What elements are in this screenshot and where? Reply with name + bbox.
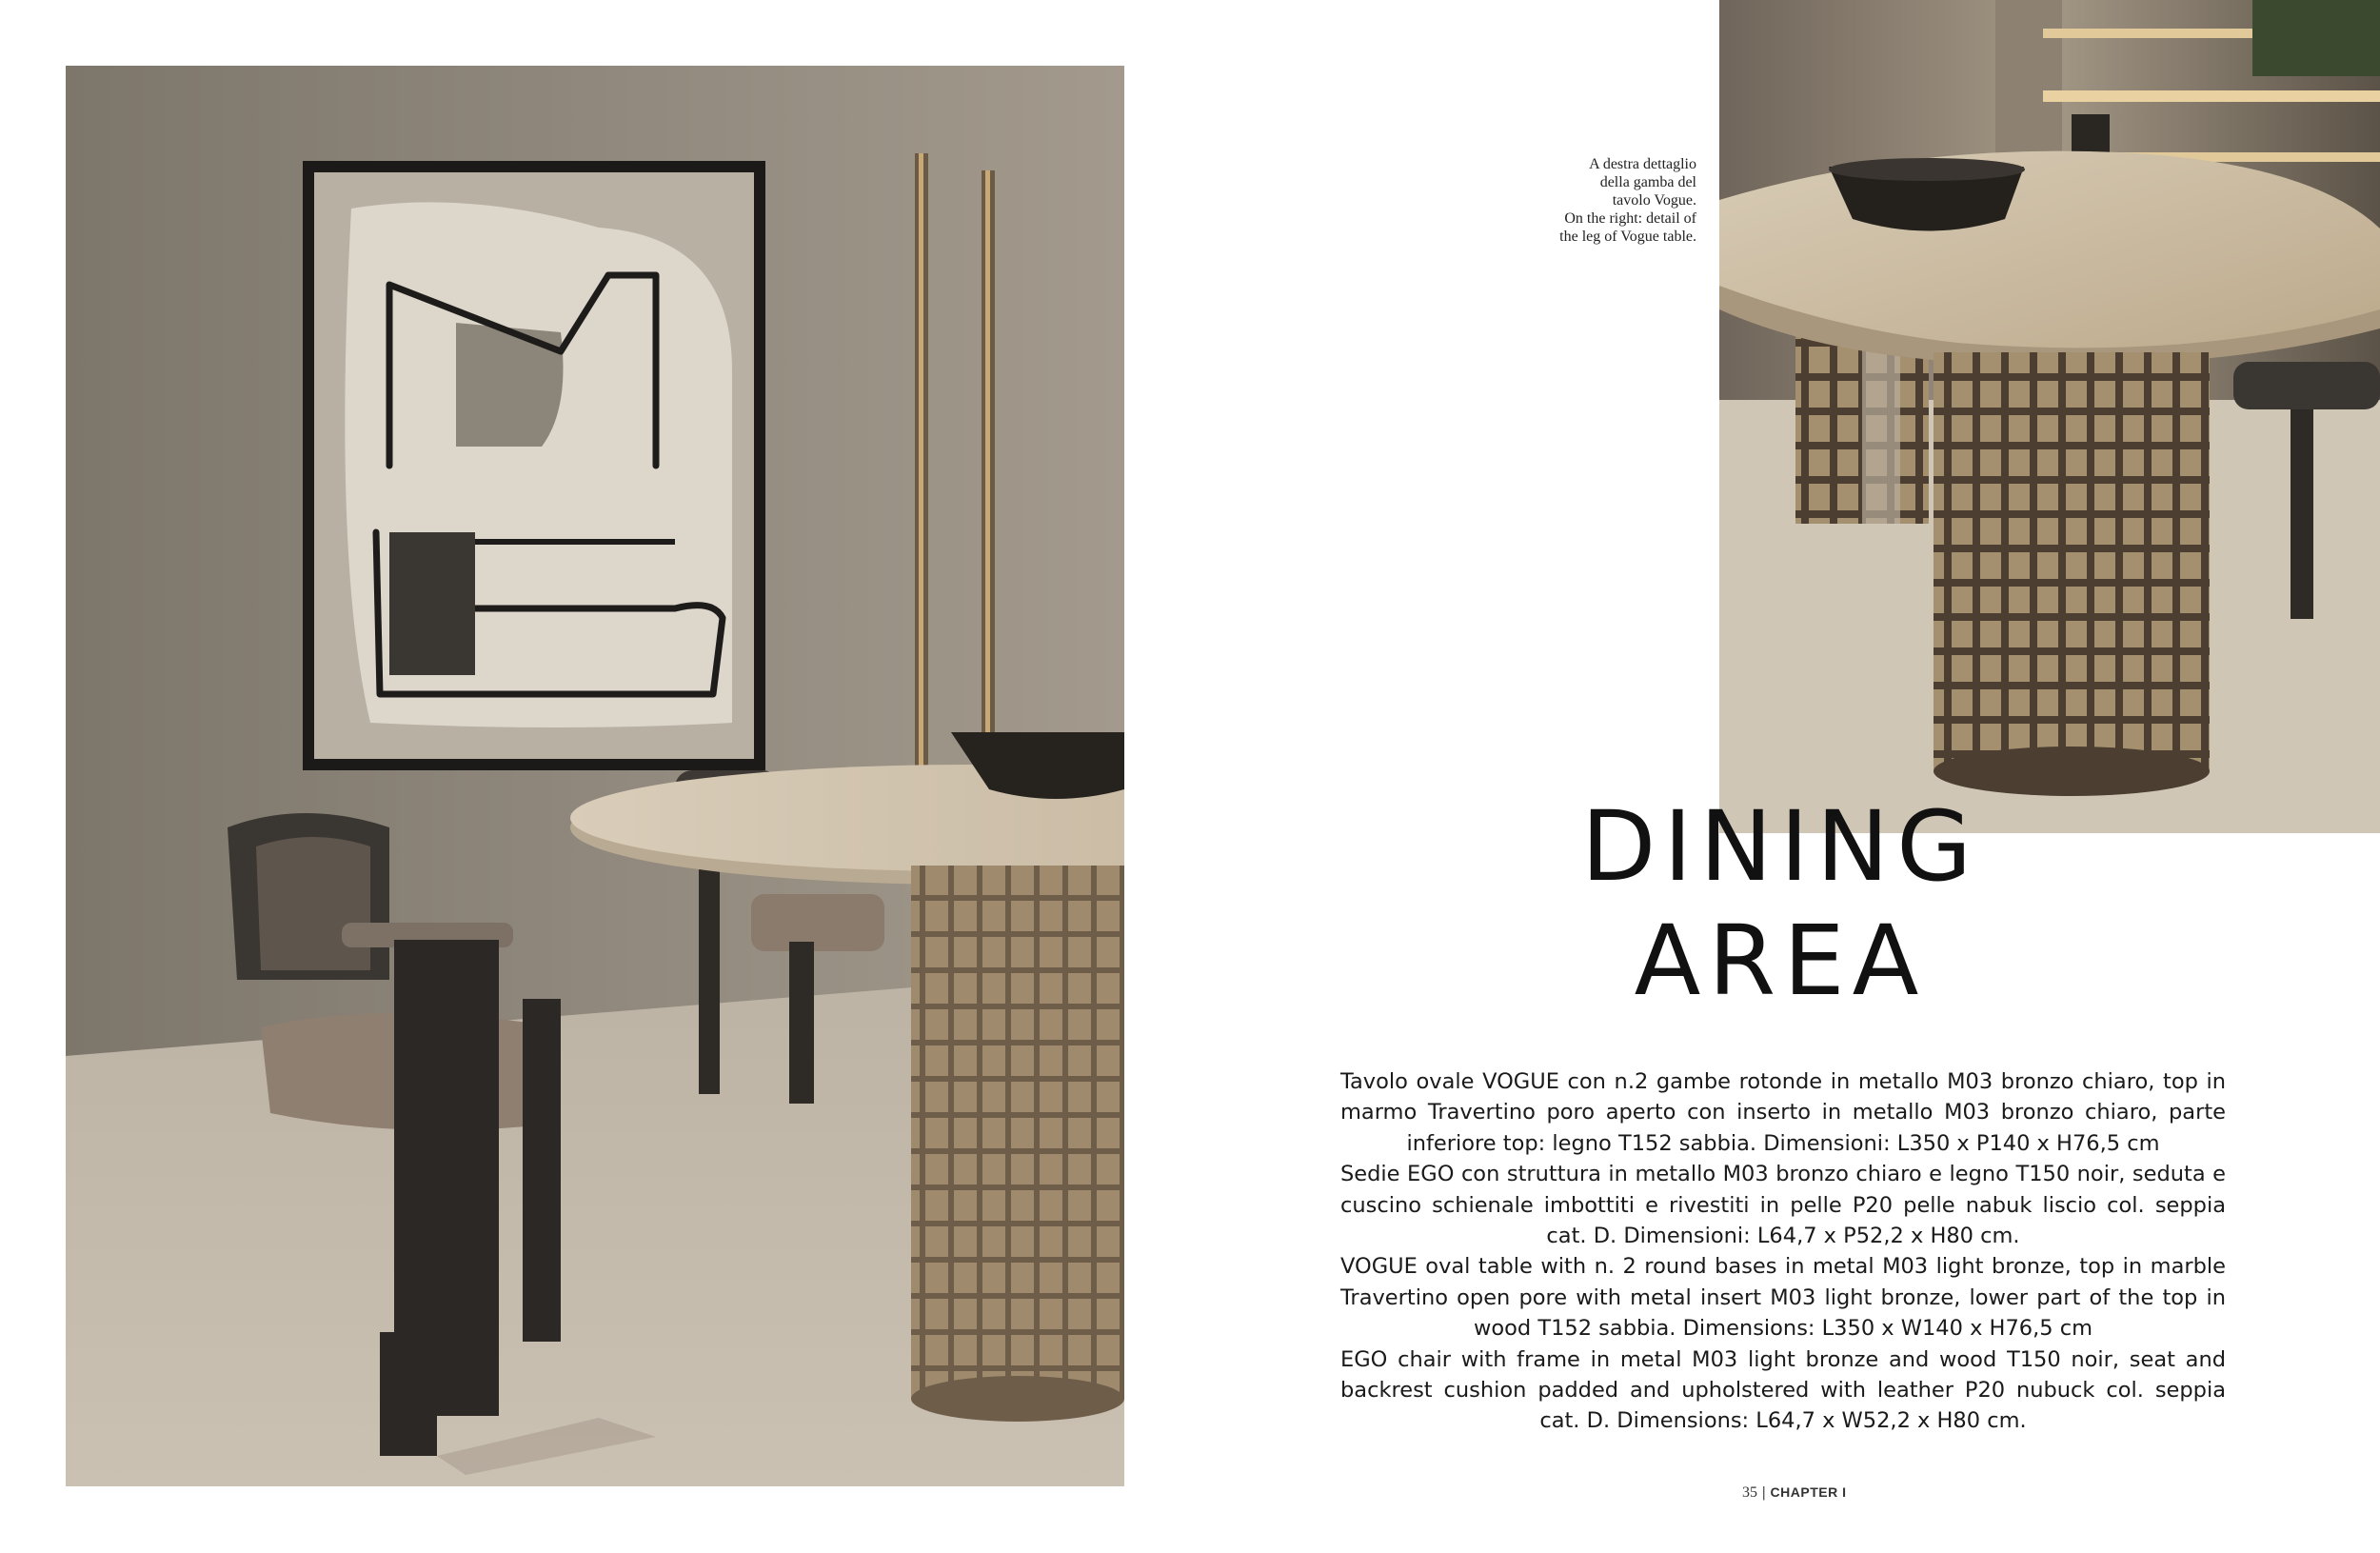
description-paragraph-en-table: VOGUE oval table with n. 2 round bases in metal M03 light bronze, top in marble Travertino open pore with metal insert M03 light bronze, lower part of the top in wood T152 sabbia. Dimensions: L350 x W140 x H76,5 cm: [1340, 1254, 2226, 1342]
description-paragraph-it-table: Tavolo ovale VOGUE con n.2 gambe rotonde in metallo M03 bronzo chiaro, top in marmo Travertino poro aperto con inserto in metallo M03 bronzo chiaro, parte inferiore top: legno T152 sabbia. Dimensioni: L350 x P140 x H76,5 cm: [1340, 1069, 2226, 1156]
caption-line: A destra dettaglio: [1589, 156, 1696, 172]
caption-line: tavolo Vogue.: [1612, 192, 1696, 209]
caption-line: della gamba del: [1599, 174, 1696, 190]
caption-line: the leg of Vogue table.: [1559, 229, 1696, 245]
section-title-line-1: DINING: [1580, 790, 1980, 904]
dining-room-illustration: [66, 66, 1124, 1486]
description-paragraph-en-chairs: EGO chair with frame in metal M03 light bronze and wood T150 noir, seat and backrest cushion padded and upholstered with leather P20 nubuck col. seppia cat. D. Dimensions: L64,7 x W52,2 x H80 cm.: [1340, 1346, 2226, 1434]
caption-line: On the right: detail of: [1564, 210, 1696, 227]
section-title: [1485, 790, 2075, 1019]
table-leg-detail-photo: [1719, 0, 2380, 833]
product-description: [1340, 1066, 2226, 1437]
chapter-label: CHAPTER I: [1770, 1484, 1847, 1500]
section-title-line-2: AREA: [1634, 905, 1927, 1018]
photo-caption: [1449, 155, 1696, 246]
footer-separator: |: [1762, 1484, 1766, 1501]
description-paragraph-it-chairs: Sedie EGO con struttura in metallo M03 bronzo chiaro e legno T150 noir, seduta e cuscino schienale imbottiti e rivestiti in pelle P20 pelle nabuk liscio col. seppia cat. D. Dimensioni: L64,7 x P52,2 x H80 cm.: [1340, 1162, 2226, 1249]
dining-room-photo: [66, 66, 1124, 1486]
table-leg-illustration: [1719, 0, 2380, 833]
page-number: 35: [1742, 1484, 1757, 1501]
page-footer: [1742, 1484, 1846, 1502]
